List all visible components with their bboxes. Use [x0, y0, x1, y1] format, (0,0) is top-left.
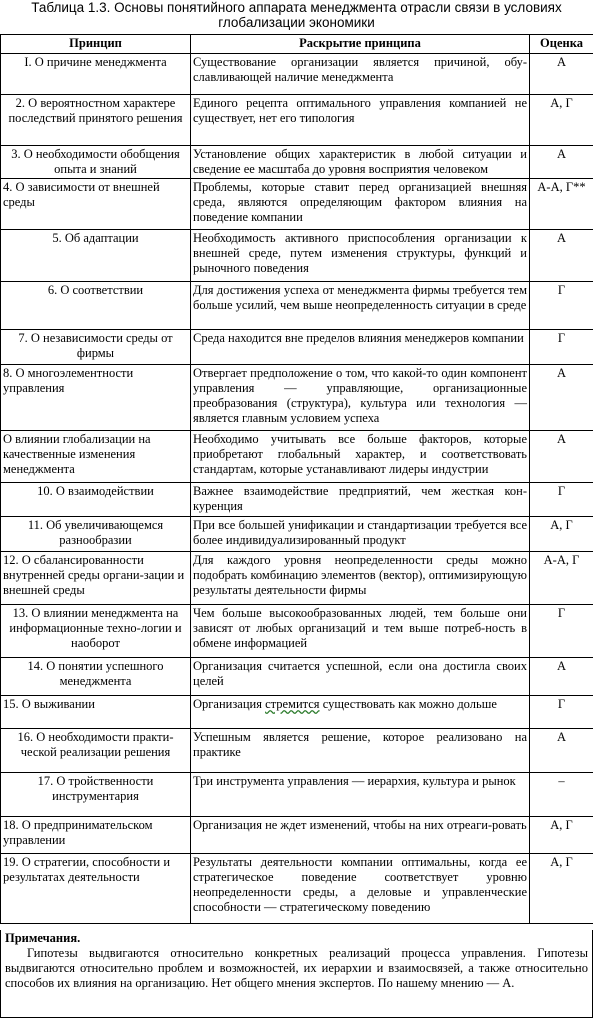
- row-rating: А: [530, 230, 593, 282]
- table-row: [1, 854, 593, 924]
- row-rating: А, Г: [530, 517, 593, 552]
- table-header-row: [1, 35, 593, 54]
- row-rating: А: [530, 658, 593, 696]
- table-row: [1, 517, 593, 552]
- notes-body: Гипотезы выдвигаются относительно конкретных реализаций процесса управления. Гипотезы выдвигаются относительно проблем и возможностей, их иерархии и взаимосвязей, а также относительно способов их влияния на организацию. Нет общего мнения экспертов. По нашему мнению — А.: [5, 946, 588, 990]
- table-row: [1, 817, 593, 854]
- row-rating: Г: [530, 696, 593, 729]
- table-row: [1, 696, 593, 729]
- row-disclosure: Важнее взаимодействие предприятий, чем жесткая кон-куренция: [191, 483, 530, 517]
- row-disclosure: Для каждого уровня неопределенности среды можно подобрать комбинацию элементов (вектор), оптимизирующую результаты деятельности фирмы: [191, 552, 530, 605]
- spellcheck-word: стремится: [265, 697, 320, 711]
- row-rating: Г: [530, 605, 593, 658]
- row-principle: 10. О взаимодействии: [1, 483, 191, 517]
- principles-table: [0, 34, 593, 924]
- row-principle: 16. О необходимости практи-ческой реализации решения: [1, 729, 191, 773]
- header-disclosure: Раскрытие принципа: [191, 35, 530, 54]
- row-rating: А, Г: [530, 854, 593, 924]
- row-rating: –: [530, 773, 593, 817]
- row-principle: 13. О влиянии менеджмента на информационные техно-логии и наоборот: [1, 605, 191, 658]
- row-rating: А: [530, 365, 593, 431]
- row-rating: Г: [530, 330, 593, 365]
- row-principle: 15. О выживании: [1, 696, 191, 729]
- row-principle: О влиянии глобализации на качественные изменения менеджмента: [1, 431, 191, 483]
- table-row: [1, 658, 593, 696]
- row-principle: 17. О тройственности инструментария: [1, 773, 191, 817]
- header-principle: Принцип: [1, 35, 191, 54]
- row-principle: 3. О необходимости обобщения опыта и знаний: [1, 146, 191, 179]
- row-principle: 7. О независимости среды от фирмы: [1, 330, 191, 365]
- row-disclosure: Успешным является решение, которое реализовано на практике: [191, 729, 530, 773]
- row-rating: А: [530, 729, 593, 773]
- row-principle: 2. О вероятностном характере последствий принятого решения: [1, 95, 191, 146]
- row-principle: 18. О предпринимательском управлении: [1, 817, 191, 854]
- row-disclosure: Необходимость активного приспособления организации к внешней среде, путем изменения структуры, функций и рыночного поведения: [191, 230, 530, 282]
- table-row: [1, 483, 593, 517]
- row-disclosure: Чем больше высокообразованных людей, тем больше они зависят от любых организаций и тем выше потреб-ность в обмене информацией: [191, 605, 530, 658]
- row-disclosure: Среда находится вне пределов влияния менеджеров компании: [191, 330, 530, 365]
- row-disclosure: При все большей унификации и стандартизации требуется все более индивидуализированный продукт: [191, 517, 530, 552]
- row-disclosure: Организация не ждет изменений, чтобы на них отреаги-ровать: [191, 817, 530, 854]
- row-rating: А-А, Г**: [530, 179, 593, 230]
- row-principle: 8. О многоэлементности управления: [1, 365, 191, 431]
- row-principle: 12. О сбалансированности внутренней среды органи-зации и внешней среды: [1, 552, 191, 605]
- row-principle: 11. Об увеличивающемся разнообразии: [1, 517, 191, 552]
- row-disclosure: Результаты деятельности компании оптимальны, когда ее стратегическое поведение соответствует уровню неопределенности среды, а деловые и управленческие способности — стратегическому поведению: [191, 854, 530, 924]
- row-rating: А-А, Г: [530, 552, 593, 605]
- row-rating: Г: [530, 483, 593, 517]
- table-row: [1, 365, 593, 431]
- table-caption: Таблица 1.3. Основы понятийного аппарата менеджмента отрасли связи в условиях глобализации экономики: [31, 0, 562, 30]
- row-rating: А: [530, 431, 593, 483]
- header-rating: Оценка: [530, 35, 593, 54]
- row-principle: 6. О соответствии: [1, 282, 191, 330]
- row-disclosure: Отвергает предположение о том, что какой-то один компонент управления — управляющие, организационные преобразования (структура), культура или технология — является главным условием успеха: [191, 365, 530, 431]
- row-disclosure: Организация стремится существовать как можно дольше: [191, 696, 530, 729]
- row-principle: 5. Об адаптации: [1, 230, 191, 282]
- row-disclosure: Проблемы, которые ставит перед организацией внешняя среда, являются определяющим фактором влияния на поведение компании: [191, 179, 530, 230]
- row-rating: А, Г: [530, 95, 593, 146]
- notes-title: Примечания.: [5, 931, 81, 945]
- row-disclosure: Организация считается успешной, если она достигла своих целей: [191, 658, 530, 696]
- table-row: [1, 282, 593, 330]
- row-disclosure: Единого рецепта оптимального управления компанией не существует, нет его типология: [191, 95, 530, 146]
- row-rating: А, Г: [530, 817, 593, 854]
- table-row: [1, 54, 593, 95]
- row-principle: 4. О зависимости от внешней среды: [1, 179, 191, 230]
- table-row: [1, 729, 593, 773]
- table-row: [1, 605, 593, 658]
- row-rating: Г: [530, 282, 593, 330]
- row-principle: I. О причине менеджмента: [1, 54, 191, 95]
- row-principle: 19. О стратегии, способности и результатах деятельности: [1, 854, 191, 924]
- notes-block: [0, 930, 593, 1018]
- table-row: [1, 773, 593, 817]
- table-row: [1, 146, 593, 179]
- row-rating: А: [530, 146, 593, 179]
- table-row: [1, 552, 593, 605]
- row-principle: 14. О понятии успешного менеджмента: [1, 658, 191, 696]
- table-row: [1, 330, 593, 365]
- table-row: [1, 230, 593, 282]
- row-disclosure: Для достижения успеха от менеджмента фирмы требуется тем больше усилий, чем выше неопределенность ситуации в среде: [191, 282, 530, 330]
- row-disclosure: Необходимо учитывать все больше факторов, которые приобретают глобальный характер, и соответствовать стандартам, которые устанавливают лидеры индустрии: [191, 431, 530, 483]
- row-rating: А: [530, 54, 593, 95]
- table-row: [1, 95, 593, 146]
- row-disclosure: Три инструмента управления — иерархия, культура и рынок: [191, 773, 530, 817]
- row-disclosure: Существование организации является причиной, обу-славливающей наличие менеджмента: [191, 54, 530, 95]
- table-row: [1, 179, 593, 230]
- row-disclosure: Установление общих характеристик в любой ситуации и сведение ее масштаба до уровня восприятия человеком: [191, 146, 530, 179]
- table-row: [1, 431, 593, 483]
